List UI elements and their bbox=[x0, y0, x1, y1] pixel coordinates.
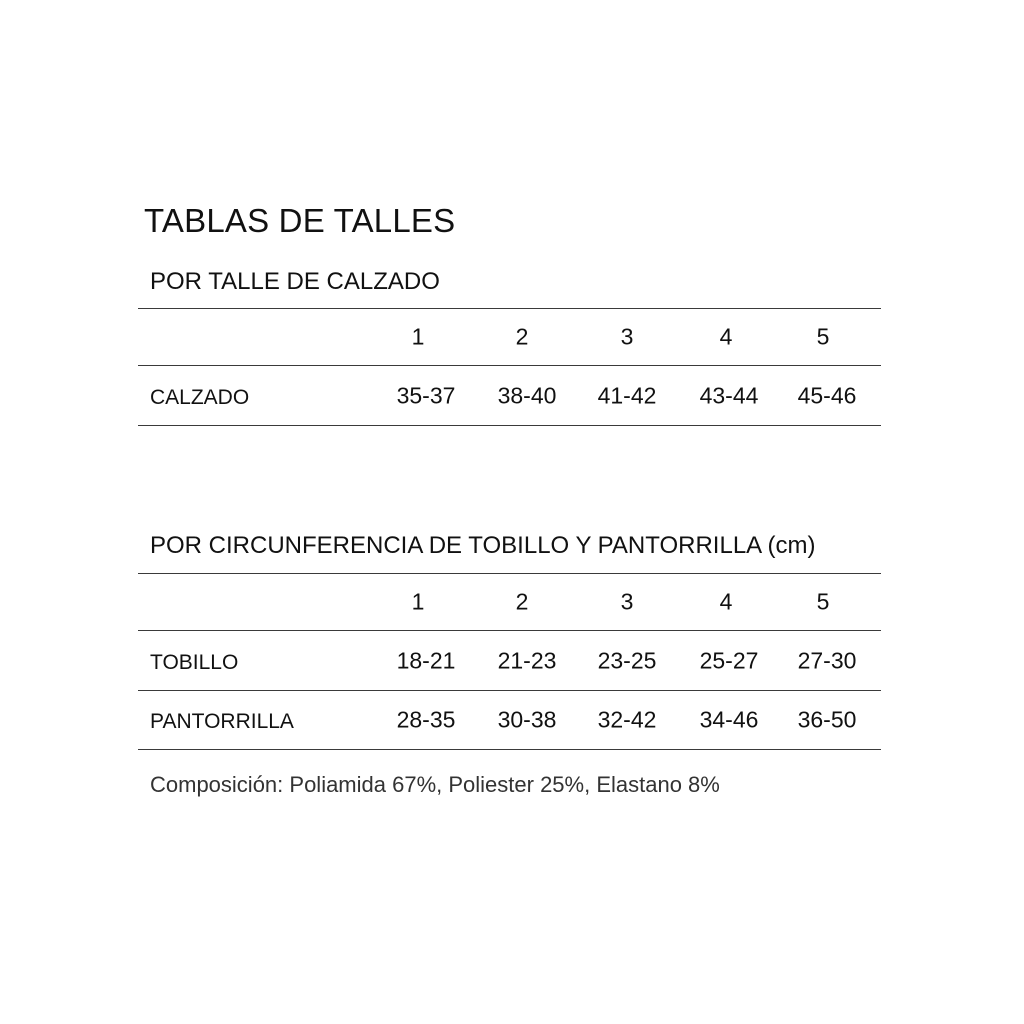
row-label: CALZADO bbox=[150, 385, 250, 409]
shoe-size-table bbox=[138, 308, 881, 426]
table-cell: 32-42 bbox=[597, 706, 657, 733]
table-cell: 30-38 bbox=[497, 706, 557, 733]
header-cell: 4 bbox=[719, 588, 733, 615]
table-cell: 45-46 bbox=[797, 382, 857, 408]
table-cell: 27-30 bbox=[797, 647, 857, 673]
header-cell: 1 bbox=[411, 323, 425, 350]
row-label: PANTORRILLA bbox=[150, 709, 294, 733]
row-label: TOBILLO bbox=[150, 650, 239, 674]
page-title: TABLAS DE TALLES bbox=[144, 202, 456, 239]
table-cell: 43-44 bbox=[699, 382, 759, 408]
table-divider bbox=[138, 425, 881, 426]
table-row bbox=[138, 631, 881, 690]
table-cell: 18-21 bbox=[396, 647, 456, 673]
table-cell: 34-46 bbox=[699, 706, 759, 733]
header-cell: 3 bbox=[620, 323, 634, 350]
table-cell: 41-42 bbox=[597, 382, 657, 408]
header-cell: 4 bbox=[719, 323, 733, 350]
table-cell: 23-25 bbox=[597, 647, 657, 673]
section-title-circumference: POR CIRCUNFERENCIA DE TOBILLO Y PANTORRILLA (cm) bbox=[150, 532, 816, 559]
section-title-shoe-size: POR TALLE DE CALZADO bbox=[150, 268, 440, 295]
table-cell: 36-50 bbox=[797, 706, 857, 733]
table-header-row bbox=[138, 309, 881, 365]
table-cell: 28-35 bbox=[396, 706, 456, 733]
composition-text: Composición: Poliamida 67%, Poliester 25%, Elastano 8% bbox=[150, 772, 720, 797]
circumference-table bbox=[138, 573, 881, 750]
table-divider bbox=[138, 749, 881, 750]
header-cell: 5 bbox=[816, 323, 830, 350]
table-cell: 25-27 bbox=[699, 647, 759, 673]
header-cell: 1 bbox=[411, 588, 425, 615]
header-cell: 2 bbox=[515, 588, 529, 615]
header-cell: 5 bbox=[816, 588, 830, 615]
table-cell: 21-23 bbox=[497, 647, 557, 673]
header-cell: 3 bbox=[620, 588, 634, 615]
table-cell: 38-40 bbox=[497, 382, 557, 408]
table-row bbox=[138, 691, 881, 749]
table-header-row bbox=[138, 574, 881, 630]
header-cell: 2 bbox=[515, 323, 529, 350]
table-row bbox=[138, 366, 881, 425]
table-cell: 35-37 bbox=[396, 382, 456, 408]
